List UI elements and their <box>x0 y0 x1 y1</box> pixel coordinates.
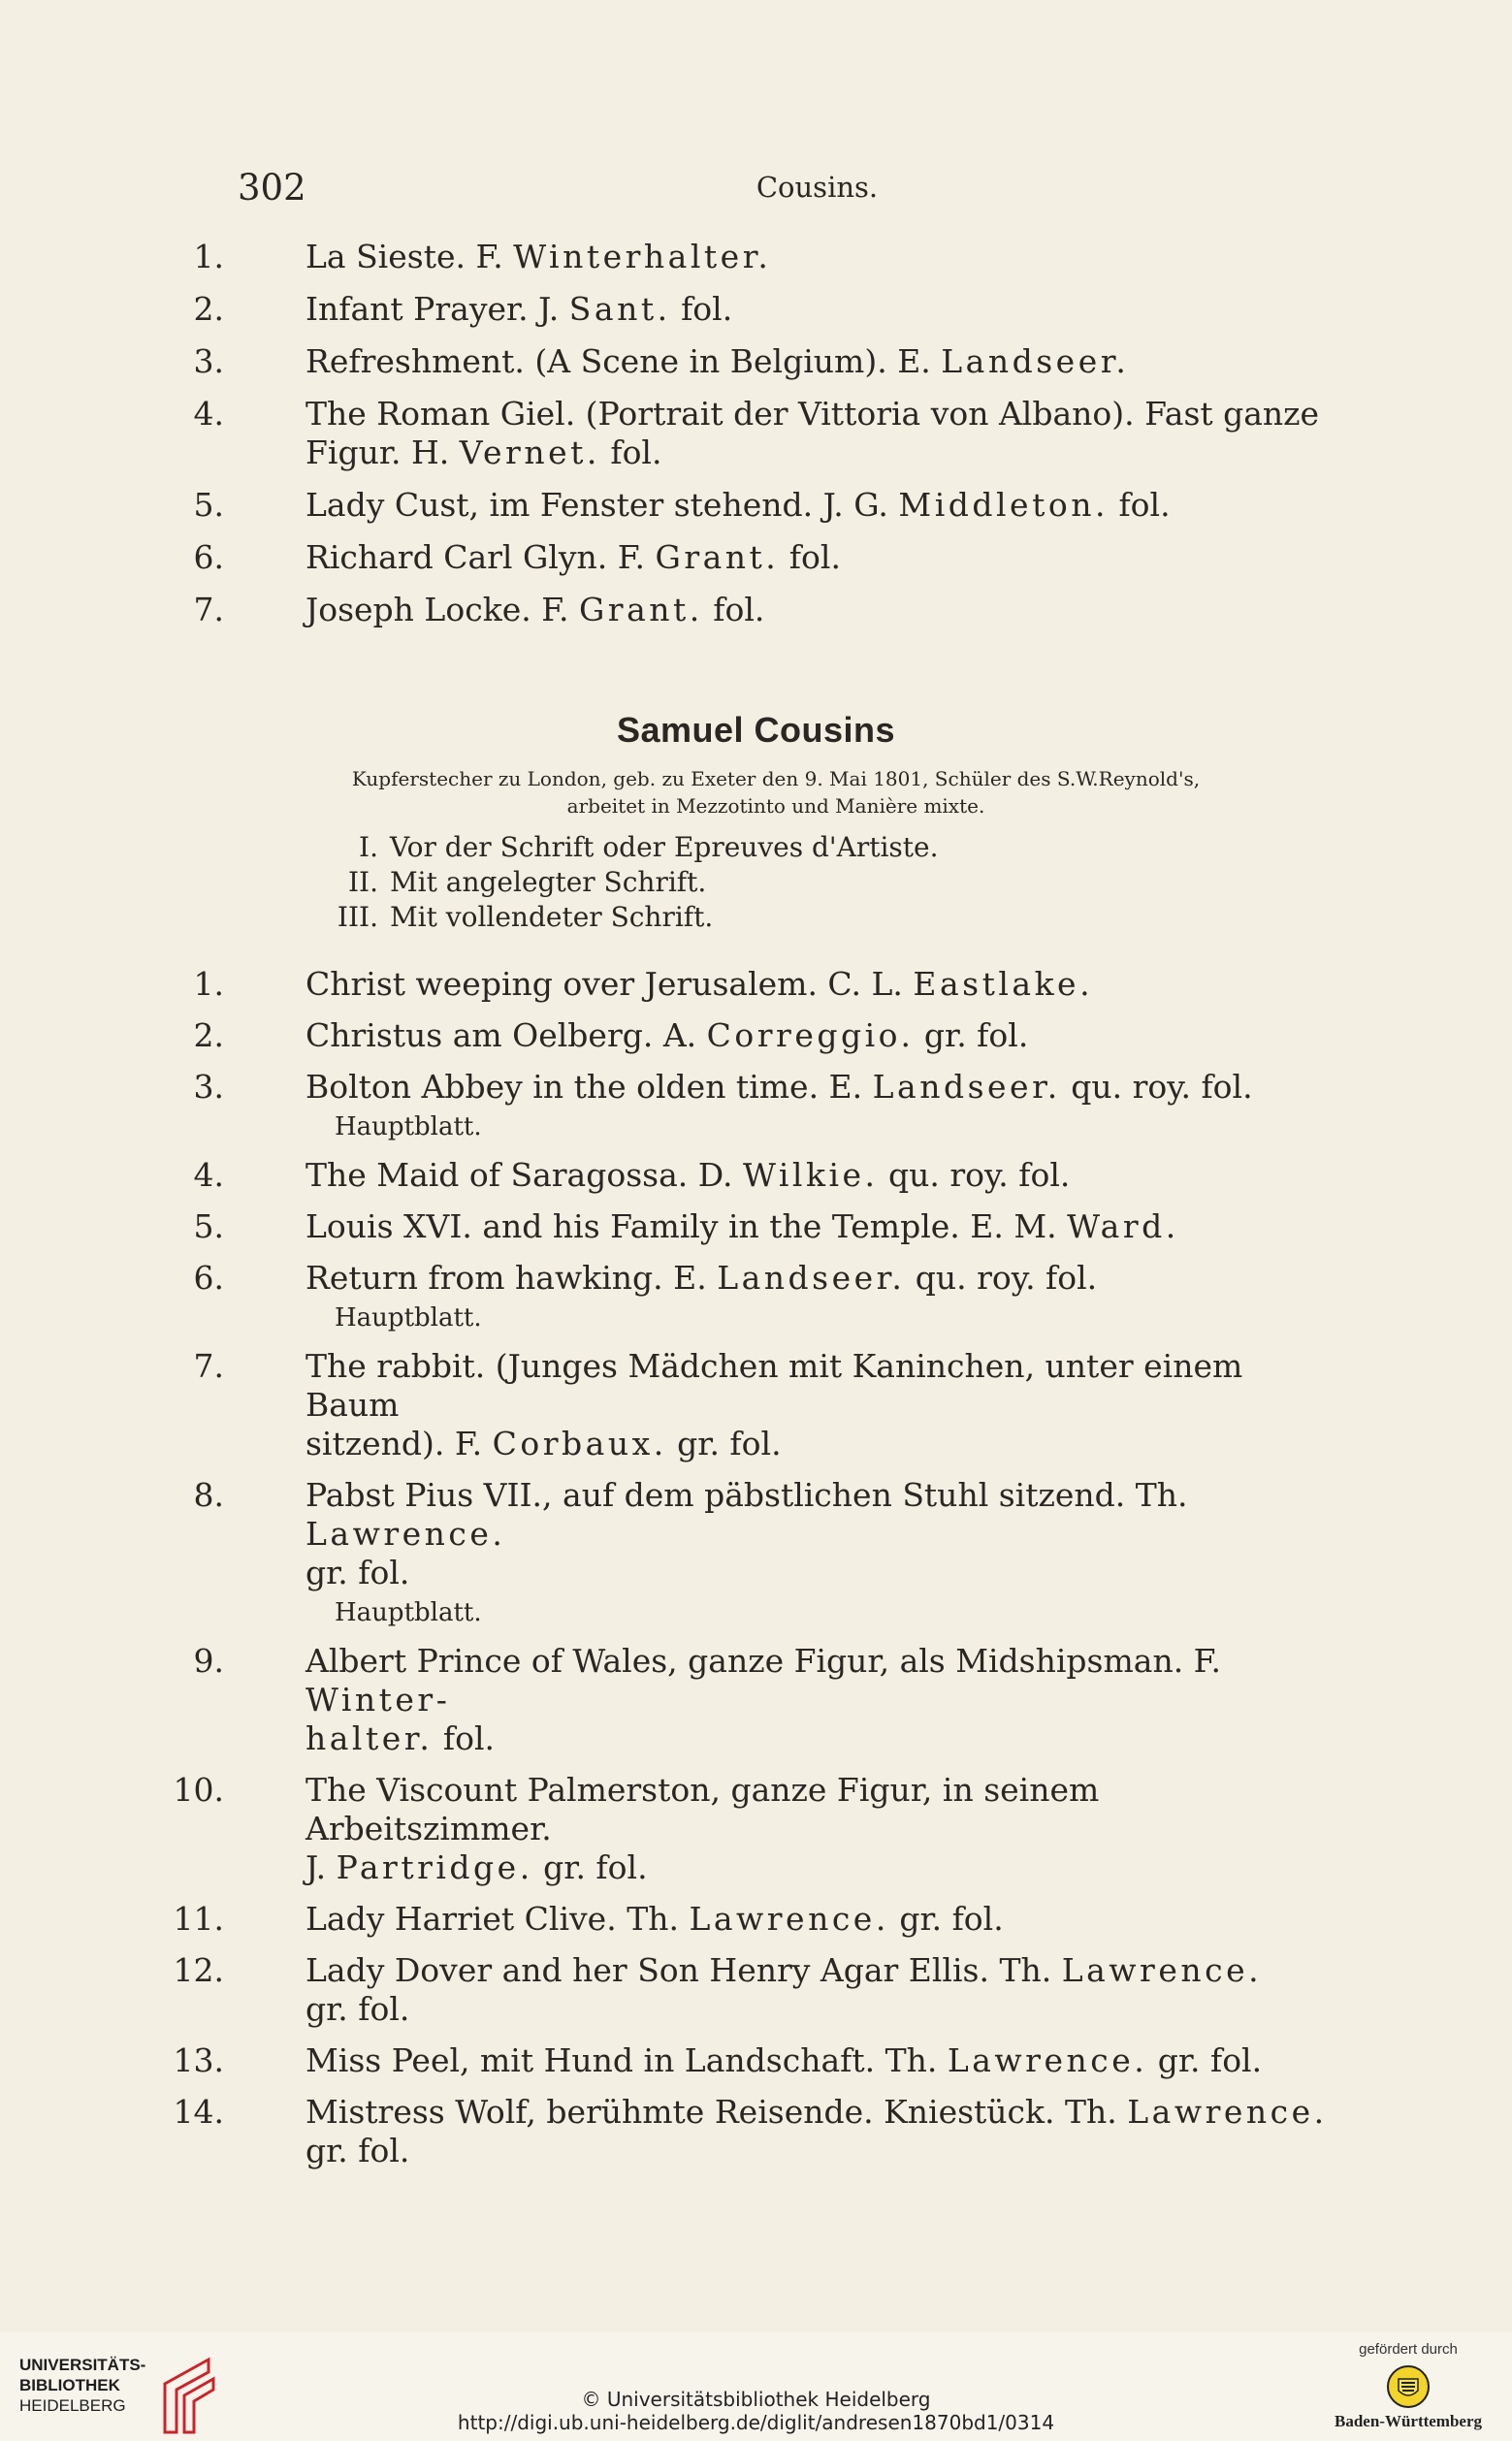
item-text: sitzend). F. <box>306 1425 493 1462</box>
item-line <box>238 486 1329 525</box>
item-line <box>238 1848 1329 1887</box>
item-number: 3. <box>193 1068 224 1106</box>
list-item <box>193 1642 1329 1758</box>
item-number: 4. <box>193 395 224 433</box>
running-head: Cousins. <box>756 171 879 204</box>
item-line <box>238 1719 1329 1758</box>
bio-line: Kupferstecher zu London, geb. zu Exeter den 9. Mai 1801, Schüler des S.W.Reynold's, <box>351 767 1201 790</box>
item-number: 7. <box>193 591 224 628</box>
list-item <box>193 1068 1329 1143</box>
item-text: gr. fol. <box>306 2132 410 2169</box>
item-line <box>238 1476 1329 1554</box>
list-item <box>193 538 1329 577</box>
list-item <box>193 486 1329 525</box>
item-text: gr. fol. <box>306 1990 410 2028</box>
list-item <box>193 395 1329 472</box>
library-name-line: UNIVERSITÄTS- <box>19 2356 146 2374</box>
item-note: Hauptblatt. <box>335 1303 482 1333</box>
item-number: 12. <box>173 1951 224 1989</box>
item-line <box>238 538 1329 577</box>
list-item <box>193 1476 1329 1629</box>
artist-name: Middleton. <box>898 486 1109 524</box>
item-number: 9. <box>193 1642 224 1680</box>
artist-name: halter. <box>306 1719 434 1757</box>
artist-name: Lawrence. <box>947 2041 1148 2079</box>
item-number: 14. <box>173 2093 224 2131</box>
bio-line: arbeitet in Mezzotinto und Manière mixte. <box>566 794 985 818</box>
list-item <box>193 1207 1329 1246</box>
item-note: Hauptblatt. <box>335 1598 482 1627</box>
item-line <box>238 1016 1329 1055</box>
item-number: 2. <box>193 290 224 328</box>
item-number: 13. <box>173 2041 224 2079</box>
artist-name: Lawrence. <box>306 1515 506 1553</box>
list-item <box>193 342 1329 381</box>
item-line <box>238 238 1329 276</box>
state-grades <box>320 830 939 935</box>
funded-by-label: gefördert durch <box>1359 2341 1458 2358</box>
item-number: 7. <box>193 1347 224 1385</box>
list-item <box>193 965 1329 1004</box>
print-list-top <box>193 238 1329 643</box>
artist-name: Grant. <box>655 538 780 576</box>
item-line <box>238 1425 1329 1463</box>
item-line <box>238 1554 1329 1592</box>
list-item <box>193 1016 1329 1055</box>
artist-name: Lawrence. <box>689 1900 889 1938</box>
item-line <box>238 434 1329 472</box>
item-line <box>238 591 1329 629</box>
list-item <box>173 2041 1329 2080</box>
state-name: Baden-Württemberg <box>1334 2412 1483 2430</box>
page-number: 302 <box>238 167 306 209</box>
item-text: qu. roy. fol. <box>905 1259 1098 1297</box>
page-header <box>238 167 1319 215</box>
artist-name: Grant. <box>578 591 703 628</box>
artist-name: Winterhalter. <box>513 238 772 275</box>
item-number: 11. <box>173 1900 224 1938</box>
item-line <box>238 2093 1329 2132</box>
artist-name: Corbaux. <box>492 1425 667 1462</box>
footer-credits <box>0 2388 1512 2434</box>
item-line <box>238 342 1329 381</box>
artist-name: Ward. <box>1067 1207 1179 1245</box>
list-item <box>193 238 1329 276</box>
item-text: Return from hawking. E. <box>306 1259 718 1297</box>
item-text: The Maid of Saragossa. D. <box>306 1156 743 1194</box>
item-number: 8. <box>193 1476 224 1514</box>
grade-item: II. Mit angelegter Schrift. <box>347 866 707 898</box>
item-text: fol. <box>433 1719 496 1757</box>
source-url-link[interactable]: http://digi.ub.uni-heidelberg.de/diglit/andresen1870bd1/0314 <box>457 2411 1055 2434</box>
item-note: Hauptblatt. <box>335 1112 482 1141</box>
item-number: 6. <box>193 1259 224 1297</box>
item-text: Mistress Wolf, berühmte Reisende. Kniestück. Th. <box>306 2093 1128 2131</box>
item-number: 4. <box>193 1156 224 1194</box>
item-text: gr. fol. <box>532 1848 648 1886</box>
item-text: gr. fol. <box>666 1425 782 1462</box>
artist-name: Landseer. <box>941 342 1130 380</box>
item-number: 10. <box>173 1771 224 1809</box>
print-list-cousins <box>173 965 1329 2183</box>
library-name-line: HEIDELBERG <box>19 2396 126 2415</box>
item-number: 2. <box>193 1016 224 1054</box>
artist-bio <box>281 765 1271 819</box>
item-text: The Viscount Palmerston, ganze Figur, in seinem Arbeitszimmer. <box>306 1771 1100 1847</box>
item-text: gr. fol. <box>306 1554 410 1591</box>
item-text: Pabst Pius VII., auf dem päbstlichen Stuhl sitzend. Th. <box>306 1476 1188 1514</box>
item-text: fol. <box>599 434 662 471</box>
item-line <box>238 965 1329 1004</box>
artist-name: Landseer. <box>717 1259 906 1297</box>
item-text: Infant Prayer. J. <box>306 290 569 328</box>
item-text: Figur. H. <box>306 434 460 471</box>
item-line <box>238 1771 1329 1848</box>
artist-name: Correggio. <box>706 1016 915 1054</box>
item-text: Christ weeping over Jerusalem. C. L. <box>306 965 914 1003</box>
item-line <box>238 1642 1329 1719</box>
list-item <box>173 1900 1329 1939</box>
artist-name: Eastlake. <box>913 965 1094 1003</box>
item-number: 1. <box>193 238 224 275</box>
list-item <box>193 1259 1329 1334</box>
item-number: 5. <box>193 486 224 524</box>
item-line <box>238 2041 1329 2080</box>
list-item <box>193 1156 1329 1195</box>
artist-name: Landseer. <box>872 1068 1061 1106</box>
item-line <box>238 395 1329 434</box>
list-item <box>173 2093 1329 2170</box>
item-text: fol. <box>1108 486 1171 524</box>
item-text: gr. fol. <box>888 1900 1004 1938</box>
item-line <box>238 290 1329 329</box>
item-number: 1. <box>193 965 224 1003</box>
item-line <box>238 1900 1329 1939</box>
item-text: fol. <box>702 591 765 628</box>
library-name-line: BIBLIOTHEK <box>19 2376 120 2394</box>
item-line <box>238 1068 1329 1107</box>
item-line <box>238 1207 1329 1246</box>
item-text: gr. fol. <box>1147 2041 1263 2079</box>
artist-name: Winter- <box>306 1681 451 1718</box>
item-text: Lady Dover and her Son Henry Agar Ellis. Th. <box>306 1951 1062 1989</box>
item-text: La Sieste. F. <box>306 238 514 275</box>
list-item <box>193 1347 1329 1463</box>
item-text: Lady Harriet Clive. Th. <box>306 1900 690 1938</box>
item-text: Lady Cust, im Fenster stehend. J. G. <box>306 486 899 524</box>
item-text: The rabbit. (Junges Mädchen mit Kaninchen, unter einem Baum <box>306 1347 1243 1424</box>
item-text: fol. <box>779 538 841 576</box>
item-text: Richard Carl Glyn. F. <box>306 538 656 576</box>
section-title: Samuel Cousins <box>616 710 896 750</box>
item-line <box>238 1156 1329 1195</box>
item-text: Christus am Oelberg. A. <box>306 1016 707 1054</box>
item-text: gr. fol. <box>914 1016 1029 1054</box>
item-text: qu. roy. fol. <box>878 1156 1071 1194</box>
item-line <box>238 1951 1329 1990</box>
item-number: 3. <box>193 342 224 380</box>
list-item <box>193 290 1329 329</box>
item-line <box>238 1990 1329 2029</box>
artist-name: Vernet. <box>459 434 600 471</box>
item-text: The Roman Giel. (Portrait der Vittoria von Albano). Fast ganze <box>306 395 1320 433</box>
artist-name: Lawrence. <box>1061 1951 1263 1989</box>
list-item <box>173 1771 1329 1887</box>
item-text: Refreshment. (A Scene in Belgium). E. <box>306 342 942 380</box>
grade-item: I. Vor der Schrift oder Epreuves d'Artiste. <box>359 831 939 863</box>
grade-item: III. Mit vollendeter Schrift. <box>337 901 714 933</box>
item-line <box>238 1347 1329 1425</box>
item-text: Bolton Abbey in the olden time. E. <box>306 1068 873 1106</box>
item-text: qu. roy. fol. <box>1060 1068 1253 1106</box>
item-number: 5. <box>193 1207 224 1245</box>
item-line <box>238 1259 1329 1298</box>
item-text: J. <box>306 1848 337 1886</box>
artist-name: Sant. <box>568 290 671 328</box>
state-coat-of-arms-icon <box>1385 2363 1432 2410</box>
artist-name: Wilkie. <box>743 1156 879 1194</box>
item-text: Joseph Locke. F. <box>306 591 579 628</box>
artist-name: Partridge. <box>336 1848 533 1886</box>
list-item <box>173 1951 1329 2029</box>
item-line <box>238 2132 1329 2170</box>
item-number: 6. <box>193 538 224 576</box>
list-item <box>193 591 1329 629</box>
item-text: fol. <box>670 290 733 328</box>
item-text: Louis XVI. and his Family in the Temple. E. M. <box>306 1207 1068 1245</box>
copyright-notice: © Universitätsbibliothek Heidelberg <box>581 2388 931 2411</box>
artist-name: Lawrence. <box>1127 2093 1328 2131</box>
item-text: Albert Prince of Wales, ganze Figur, als Midshipsman. F. <box>306 1642 1221 1680</box>
item-text: Miss Peel, mit Hund in Landschaft. Th. <box>306 2041 948 2079</box>
funding-credit <box>1326 2341 1491 2431</box>
